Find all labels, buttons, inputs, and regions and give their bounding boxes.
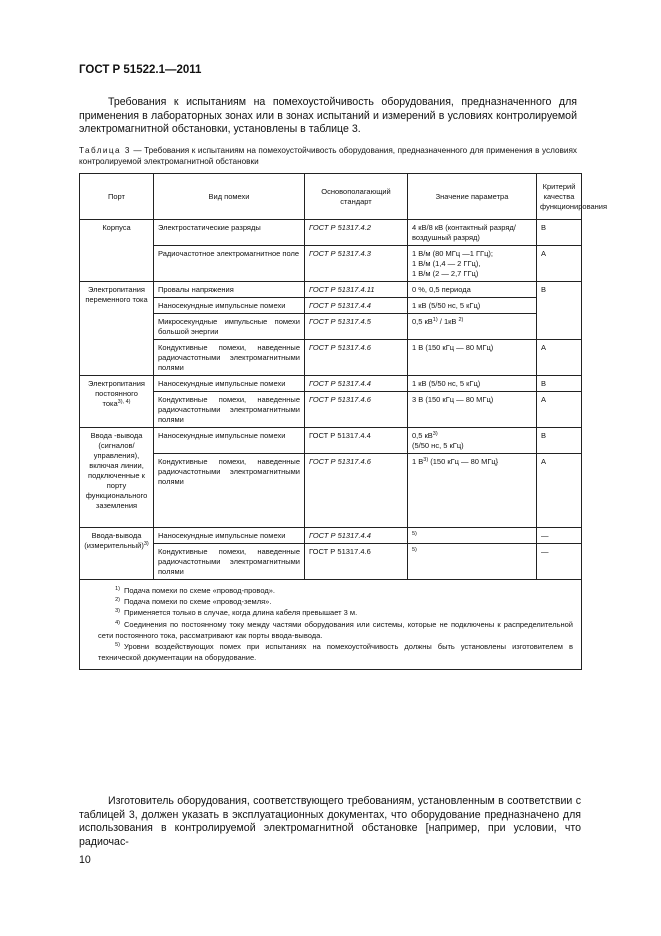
- standard-ref: ГОСТ Р 51317.4.6: [305, 340, 408, 376]
- parameter-value: [408, 428, 537, 454]
- table-row: [80, 544, 582, 580]
- disturbance-type: Кондуктивные помехи, наведенные радиочастотными электромагнитными полями: [154, 340, 305, 376]
- criterion: А: [537, 340, 582, 376]
- value-line: 1 В/м (80 МГц —1 ГГц);: [412, 249, 493, 258]
- value-text: 0,5 кВ: [412, 317, 433, 326]
- parameter-value: [408, 528, 537, 544]
- disturbance-type: Электростатические разряды: [154, 220, 305, 246]
- disturbance-type: Кондуктивные помехи, наведенные радиочастотными электромагнитными полями: [154, 392, 305, 428]
- parameter-value: [408, 454, 537, 528]
- criterion: —: [537, 544, 582, 580]
- table-notes: [80, 580, 582, 670]
- header-standard: Основополагающий стандарт: [305, 174, 408, 220]
- port-signal-io: Ввода -вывода (сигналов/ управления), включая линии, подключенные к порту функционального заземления: [80, 428, 154, 528]
- header-port: Порт: [80, 174, 154, 220]
- footnote-ref: 1): [432, 317, 438, 323]
- footnote-ref: 3), 4): [117, 399, 131, 405]
- criterion: В: [537, 282, 582, 340]
- footnote-text: Соединения по постоянному току между частями оборудования или системы, которые не подключены к распределительной сети постоянного тока, рассматривают как порты ввода-вывода.: [98, 619, 573, 640]
- parameter-value: [408, 544, 537, 580]
- requirements-table: [79, 173, 608, 670]
- parameter-value: 1 кВ (5/50 нс, 5 кГц): [408, 298, 537, 314]
- footnote-ref: 3): [423, 457, 429, 463]
- disturbance-type: Наносекундные импульсные помехи: [154, 428, 305, 454]
- standard-ref: ГОСТ Р 51317.4.4: [305, 428, 408, 454]
- port-ac-power: Электропитания переменного тока: [80, 282, 154, 376]
- disturbance-type: Провалы напряжения: [154, 282, 305, 298]
- standard-ref: ГОСТ Р 51317.4.6: [305, 392, 408, 428]
- footnote: $^{1)}$ Подача помехи по схеме «провод-провод».: [115, 586, 275, 595]
- table-row: [80, 314, 582, 340]
- value-line: (5/50 нс, 5 кГц): [412, 441, 464, 450]
- disturbance-type: Наносекундные импульсные помехи: [154, 376, 305, 392]
- table-header-row: [80, 174, 582, 220]
- criterion: А: [537, 454, 582, 528]
- criterion: —: [537, 528, 582, 544]
- port-label: Электропитания постоянного тока: [88, 379, 145, 408]
- disturbance-type: Кондуктивные помехи, наведенные радиочастотными электромагнитными полями: [154, 454, 305, 528]
- table-row: [80, 282, 582, 298]
- closing-paragraph: Изготовитель оборудования, соответствующего требованиям, установленным в соответствии с таблицей 3, должен указать в эксплуатационных документах, что оборудование предназначено для использования в контролируемой электромагнитной обстановке [например, при условии, что радиочас-: [79, 795, 581, 848]
- value-line: 1 В/м (1,4 — 2 ГГц),: [412, 259, 481, 268]
- criterion: В: [537, 220, 582, 246]
- table-row: [80, 454, 582, 528]
- table-row: [80, 340, 582, 376]
- table-row: [80, 376, 582, 392]
- footnote-ref: 2): [458, 317, 464, 323]
- standard-ref: ГОСТ Р 51317.4.4: [305, 528, 408, 544]
- standard-ref: ГОСТ Р 51317.4.6: [305, 544, 408, 580]
- value-text: 1 В: [412, 457, 424, 466]
- value-text: (150 кГц — 80 МГц}: [428, 457, 499, 466]
- standard-ref: ГОСТ Р 51317.4.6: [305, 454, 408, 528]
- parameter-value: 1 кВ (5/50 нс, 5 кГц): [408, 376, 537, 392]
- header-criterion: Критерий качества функционирования: [537, 174, 582, 220]
- footnote: $^{3)}$ Применяется только в случае, когда длина кабеля превышает 3 м.: [115, 608, 358, 618]
- footnote-text: Уровни воздействующих помех при испытаниях на помехоустойчивость должны быть установлены изготовителем в технической документации на оборудование.: [98, 642, 573, 663]
- table-notes-row: [80, 580, 582, 670]
- disturbance-type: Радиочастотное электромагнитное поле: [154, 246, 305, 282]
- standard-ref: ГОСТ Р 51317.4.3: [305, 246, 408, 282]
- criterion: В: [537, 428, 582, 454]
- page-number: 10: [79, 854, 91, 866]
- parameter-value: [408, 246, 537, 282]
- footnote-ref: 5): [412, 547, 417, 553]
- port-dc-power: [80, 376, 154, 428]
- footnote: $^{2)}$ Подача помехи по схеме «провод-земля».: [115, 597, 272, 607]
- port-label: Ввода-вывода (измерительный): [84, 531, 144, 550]
- footnote: $^{5)}$ Уровни воздействующих помех при испытаниях на помехоустойчивость должны быть установлены изготовителем в технической документации на оборудование.: [98, 642, 573, 663]
- table-row: [80, 392, 582, 428]
- value-line: 1 В/м (2 — 2,7 ГГц): [412, 269, 479, 278]
- header-disturbance-type: Вид помехи: [154, 174, 305, 220]
- criterion: А: [537, 246, 582, 282]
- criterion: А: [537, 392, 582, 428]
- footnote-text: Подача помехи по схеме «провод-провод».: [124, 586, 275, 595]
- value-line: [412, 431, 532, 441]
- parameter-value: 4 кВ/8 кВ (контактный разряд/ воздушный разряд): [408, 220, 537, 246]
- parameter-value: 0 %, 0,5 периода: [408, 282, 537, 298]
- standard-ref: ГОСТ Р 51317.4.4: [305, 376, 408, 392]
- disturbance-type: Наносекундные импульсные помехи: [154, 528, 305, 544]
- table-row: [80, 220, 582, 246]
- port-enclosure: Корпуса: [80, 220, 154, 282]
- footnote-ref: 5): [412, 531, 417, 537]
- disturbance-type: Кондуктивные помехи, наведенные радиочастотными электромагнитными полями: [154, 544, 305, 580]
- port-measurement-io: [80, 528, 154, 580]
- parameter-value: [408, 314, 537, 340]
- table-row: [80, 428, 582, 454]
- parameter-value: 1 В (150 кГц — 80 МГц): [408, 340, 537, 376]
- table-caption: [79, 145, 577, 168]
- table-caption-text: — Требования к испытаниям на помехоустойчивость оборудования, предназначенного для применения в условиях контролируемой электромагнитной обстановки: [79, 146, 578, 167]
- footnote-text: Подача помехи по схеме «провод-земля».: [124, 597, 272, 607]
- standard-ref: ГОСТ Р 51317.4.2: [305, 220, 408, 246]
- intro-paragraph: Требования к испытаниям на помехоустойчивость оборудования, предназначенного для применения в лабораторных зонах или в зонах испытаний и измерений в условиях контролируемой электромагнитной обстановки, установлены в таблице 3.: [79, 96, 577, 136]
- table-row: [80, 298, 582, 314]
- document-header: ГОСТ Р 51522.1—2011: [79, 64, 202, 76]
- value-text: / 1кВ: [437, 317, 459, 326]
- header-value: Значение параметра: [408, 174, 537, 220]
- value-text: 0,5 кВ: [412, 431, 433, 440]
- footnote: $^{4)}$ Соединения по постоянному току между частями оборудования или системы, которые не подключены к распределительной сети постоянного тока, рассматривают как порты ввода-вывода.: [98, 619, 573, 640]
- table-row: [80, 528, 582, 544]
- table-row: [80, 246, 582, 282]
- disturbance-type: Наносекундные импульсные помехи: [154, 298, 305, 314]
- disturbance-type: Микросекундные импульсные помехи большой энергии: [154, 314, 305, 340]
- table-caption-label: Таблица 3: [79, 146, 131, 155]
- standard-ref: ГОСТ Р 51317.4.4: [305, 298, 408, 314]
- footnote-ref: 3): [143, 541, 149, 547]
- standard-ref: ГОСТ Р 51317.4.11: [305, 282, 408, 298]
- parameter-value: 3 В (150 кГц — 80 МГц): [408, 392, 537, 428]
- footnote-ref: 3): [432, 431, 438, 437]
- criterion: В: [537, 376, 582, 392]
- footnote-text: Применяется только в случае, когда длина кабеля превышает 3 м.: [124, 608, 358, 618]
- standard-ref: ГОСТ Р 51317.4.5: [305, 314, 408, 340]
